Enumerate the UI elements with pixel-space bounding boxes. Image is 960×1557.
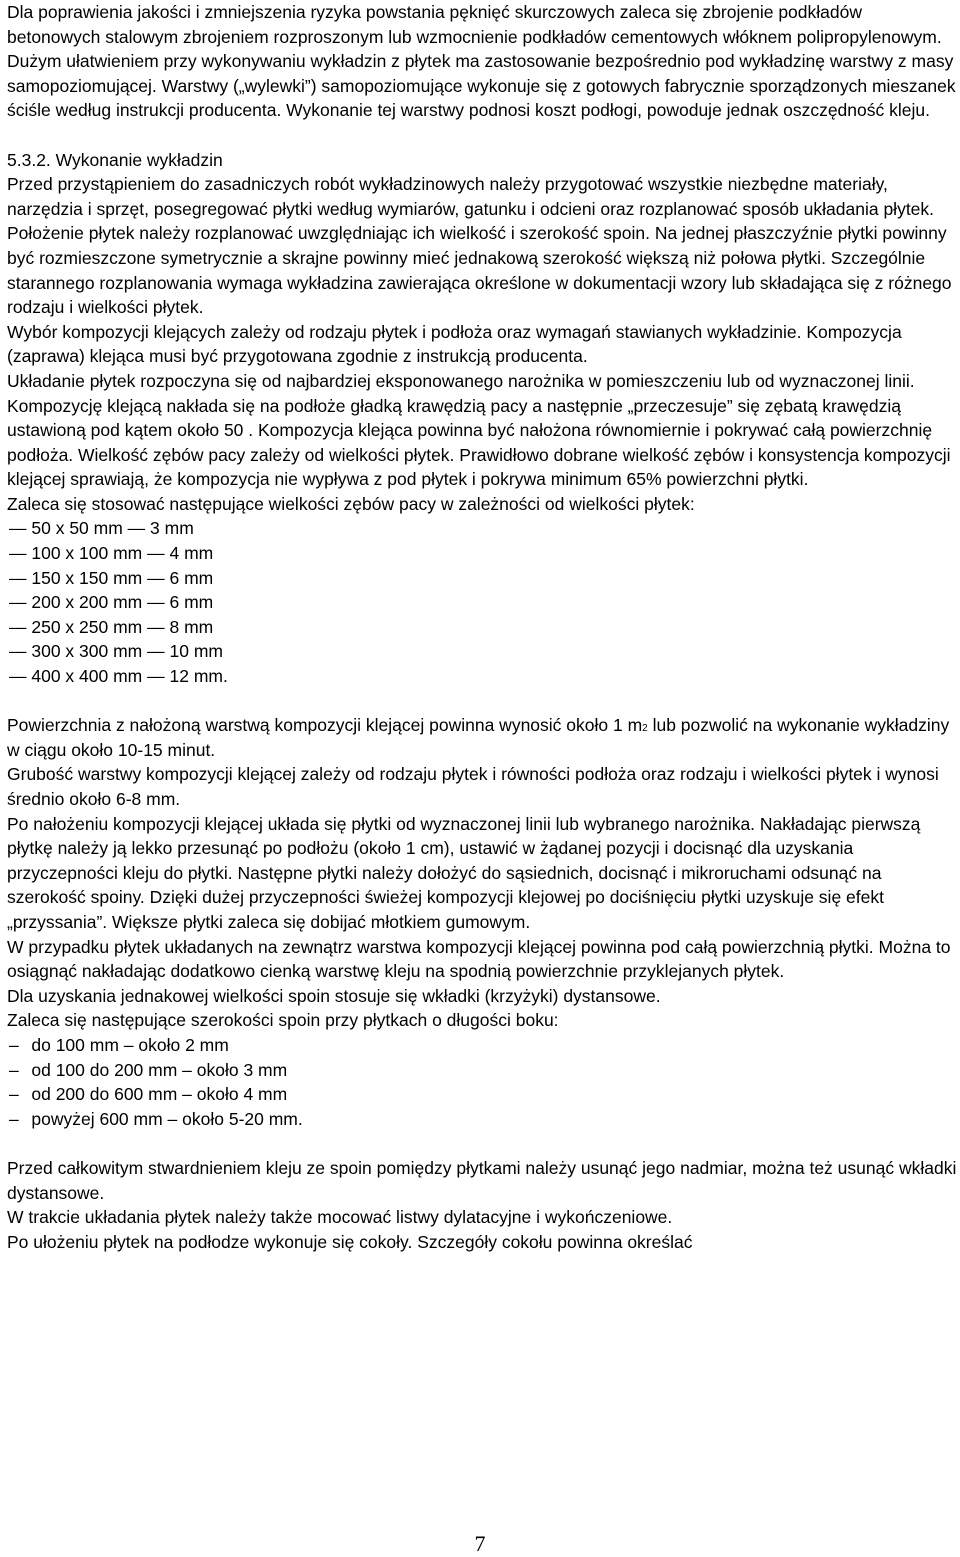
paragraph-joints-intro: Zaleca się następujące szerokości spoin przy płytkach o długości boku: — [7, 1010, 559, 1031]
document-page — [7, 0, 957, 1254]
joint-width-list — [7, 1033, 957, 1131]
paragraph-laying: Po nałożeniu kompozycji klejącej układa się płytki od wyznaczonej linii lub wybranego narożnika. Nakładając pierwszą płytkę należy ją lekko przesunąć po podłożu (około 1 cm), ustawić w żądanej pozycji i docisnąć dla uzyskania przyczepności kleju do płytki. Następne płytki należy dołożyć do sąsiednich, docisnąć i mikroruchami odsunąć na szerokość spoiny. Dzięki dużej przyczepności świeżej kompozycji klejowej po dociśnięciu płytki uzyskuje się efekt „przyssania”. Większe płytki zaleca się dobijać młotkiem gumowym. — [7, 813, 921, 932]
list-item-text: od 200 do 600 mm – około 4 mm — [31, 1084, 288, 1105]
dash-bullet: – — [9, 1084, 19, 1105]
page-number: 7 — [474, 1531, 486, 1556]
dash-bullet: – — [9, 1034, 19, 1055]
paragraph-layout: Położenie płytek należy rozplanować uwzględniając ich wielkość i szerokość spoin. Na jednej płaszczyźnie płytki powinny być rozmieszczone symetrycznie a skrajne powinny mieć jednakową szerokość większą niż połowa płytki. Szczególnie starannego rozplanowania wymaga wykładzina zawierająca określone w dokumentacji wzory lub składająca się z różnego rodzaju i wielkości płytek. — [7, 223, 952, 318]
dash-bullet: — — [9, 616, 27, 637]
list-item — [7, 615, 957, 640]
paragraph-expansion-strips: W trakcie układania płytek należy także mocować listwy dylatacyjne i wykończeniowe. — [7, 1207, 673, 1228]
coverage-text: Powierzchnia z nałożoną warstwą kompozycji klejącej powinna wynosić około 1 m — [7, 715, 643, 736]
list-item-text: do 100 mm – około 2 mm — [31, 1034, 229, 1055]
list-item — [7, 1107, 957, 1132]
list-item — [7, 541, 957, 566]
list-item-text: od 100 do 200 mm – około 3 mm — [31, 1059, 288, 1080]
paragraph-self-leveling: Dużym ułatwieniem przy wykonywaniu wykładzin z płytek ma zastosowanie bezpośrednio pod wykładzinę warstwy z masy samopoziomującej. Warstwy („wylewki”) samopoziomujące wykonuje się z gotowych fabrycznie sporządzonych mieszanek ściśle według instrukcji producenta. Wykonanie tej warstwy podnosi koszt podłogi, powoduje jednak oszczędność kleju. — [7, 51, 956, 121]
dash-bullet: — — [9, 666, 27, 687]
list-item-text: 250 x 250 mm — 8 mm — [31, 616, 214, 637]
paragraph-excess-removal: Przed całkowitym stwardnieniem kleju ze spoin pomiędzy płytkami należy usunąć jego nadmiar, można też usunąć wkładki dystansowe. — [7, 1157, 957, 1203]
paragraph-start-point: Układanie płytek rozpoczyna się od najbardziej eksponowanego narożnika w pomieszczeniu lub od wyznaczonej linii. — [7, 370, 915, 391]
dash-bullet: — — [9, 518, 27, 539]
list-item — [7, 1033, 957, 1058]
list-item-text: 300 x 300 mm — 10 mm — [31, 641, 223, 662]
list-item — [7, 590, 957, 615]
list-item-text: 100 x 100 mm — 4 mm — [31, 543, 214, 564]
list-item — [7, 1082, 957, 1107]
paragraph-outdoor: W przypadku płytek układanych na zewnątrz warstwa kompozycji klejącej powinna pod całą powierzchnią płytki. Można to osiągnąć nakładając dodatkowo cienką warstwę kleju na spodnią powierzchnie przyklejanych płytek. — [7, 936, 951, 982]
paragraph-thickness: Grubość warstwy kompozycji klejącej zależy od rodzaju płytek i równości podłoża oraz rodzaju i wielkości płytek i wynosi średnio około 6-8 mm. — [7, 764, 939, 809]
paragraph-coverage — [7, 713, 957, 762]
dash-bullet: — — [9, 641, 27, 662]
coverage-unit-subscript: 2 — [642, 723, 648, 735]
list-item-text: 50 x 50 mm — 3 mm — [31, 518, 194, 539]
paragraph-application: Kompozycję klejącą nakłada się na podłoże gładką krawędzią pacy a następnie „przeczesuje” się zębatą krawędzią ustawioną pod kątem około 50 . Kompozycja klejąca powinna być nałożona równomiernie i pokrywać całą powierzchnię podłoża. Wielkość zębów pacy zależy od wielkości płytek. Prawidłowo dobrane wielkość zębów i konsystencja kompozycji klejącej sprawiają, że kompozycja nie wypływa z pod płytek i pokrywa minimum 65% powierzchni płytki. — [7, 395, 951, 490]
coverage-text-end: lub pozwolić na wykonanie wykładziny w ciągu około 10-15 minut. — [7, 715, 950, 760]
section-heading: 5.3.2. Wykonanie wykładzin — [7, 149, 223, 170]
paragraph-spacers: Dla uzyskania jednakowej wielkości spoin stosuje się wkładki (krzyżyki) dystansowe. — [7, 985, 661, 1006]
paragraph-preparation: Przed przystąpieniem do zasadniczych robót wykładzinowych należy przygotować wszystkie niezbędne materiały, narzędzia i sprzęt, posegregować płytki według wymiarów, gatunku i odcieni oraz rozplanować sposób układania płytek. — [7, 174, 935, 219]
dash-bullet: — — [9, 567, 27, 588]
paragraph-teeth-intro: Zaleca się stosować następujące wielkości zębów pacy w zależności od wielkości płytek: — [7, 493, 695, 514]
list-item-text: 400 x 400 mm — 12 mm. — [31, 666, 228, 687]
dash-bullet: — — [9, 592, 27, 613]
paragraph-skirting: Po ułożeniu płytek na podłodze wykonuje się cokoły. Szczegóły cokołu powinna określać — [7, 1231, 693, 1252]
paragraph-reinforcement: Dla poprawienia jakości i zmniejszenia ryzyka powstania pęknięć skurczowych zaleca się zbrojenie podkładów betonowych stalowym zbrojeniem rozproszonym lub wzmocnienie podkładów cementowych włóknem polipropylenowym. — [7, 2, 942, 47]
list-item — [7, 516, 957, 541]
dash-bullet: – — [9, 1108, 19, 1129]
paragraph-adhesive-choice: Wybór kompozycji klejących zależy od rodzaju płytek i podłoża oraz wymagań stawianych wykładzinie. Kompozycja (zaprawa) klejąca musi być przygotowana zgodnie z instrukcją producenta. — [7, 321, 902, 367]
list-item — [7, 566, 957, 591]
list-item-text: powyżej 600 mm – około 5-20 mm. — [31, 1108, 303, 1129]
dash-bullet: – — [9, 1059, 19, 1080]
list-item — [7, 639, 957, 664]
list-item-text: 150 x 150 mm — 6 mm — [31, 567, 214, 588]
list-item-text: 200 x 200 mm — 6 mm — [31, 592, 214, 613]
dash-bullet: — — [9, 543, 27, 564]
list-item — [7, 664, 957, 689]
trowel-teeth-list — [7, 516, 957, 688]
list-item — [7, 1058, 957, 1083]
